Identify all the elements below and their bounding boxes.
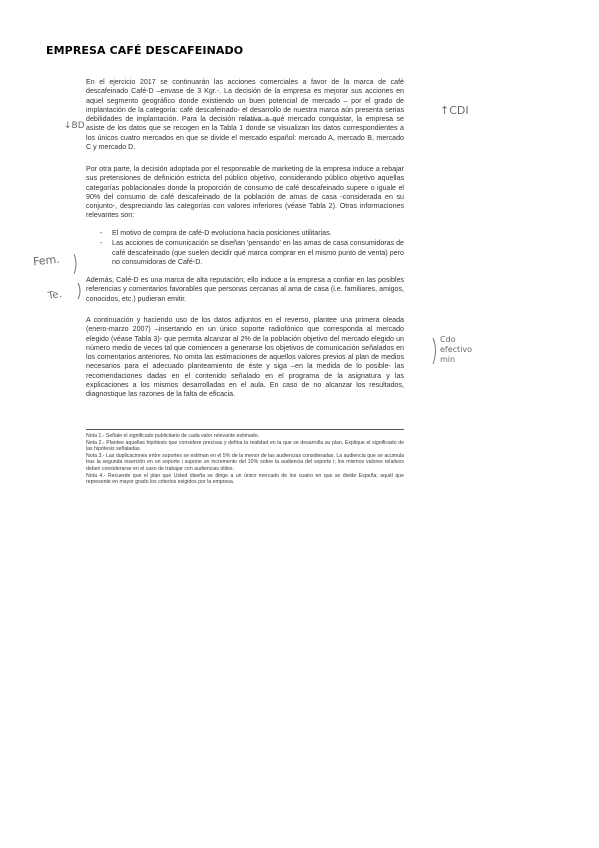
footnote: Nota 2.- Plantee aquellas hipótesis que considere precisas y defina la realidad en la que se desarrolla su plan. Explique el significado de las hipótesis señaladas.: [86, 439, 404, 453]
bracket-mark: [433, 338, 436, 364]
relevant-info-list: [100, 229, 404, 268]
footnote-divider: [86, 429, 404, 430]
footnote: Nota 1.- Señale el significado publicitario de cada valor relevante estimado.: [86, 433, 260, 439]
handwritten-note-cdo: Cdo efectivo min: [440, 335, 473, 364]
footnote: Nota 4.- Recuerde que el plan que Usted diseña se dirige a un único mercado de los cuatro en que se divide España; aquél que represente en mayor grado los criterios exigidos por la empresa.: [86, 472, 404, 486]
paragraph-task: A continuación y haciendo uso de los datos adjuntos en el reverso, plantee una primera oleada (enero-marzo 2007) –insertando en un único soporte radiofónico que corresponda al mercado elegido (véase Tabla 3)- que permita alcanzar al 2% de la población objetivo del mercado elegido un número medio de veces tal que comiencen a generarse los objetivos de comunicación señalados en los comentarios anteriores. No omita las estimaciones de aquellos valores previos al plan de medios necesarios para el adecuado planteamiento de éste y siga –en la medida de lo posible- las recomendaciones dadas en el contenido señalado en el programa de la asignatura y las explicaciones a los mismos desarrolladas en el aula. En caso de no alcanzar los resultados, diagnostique las razones de la falta de eficacia.: [86, 316, 404, 399]
page-title: EMPRESA CAFÉ DESCAFEINADO: [46, 44, 244, 57]
paragraph-intro: En el ejercicio 2017 se continuarán las acciones comerciales a favor de la marca de café descafeinado Café-D –envase de 3 Kgr.-. La decisión de la empresa es mejorar sus acciones en aquel segmento geográfico donde existiendo un buen potencial de mercado – por el grado de implantación de la categoría: café descafeinado- el desarrollo de nuestra marca aún presenta serias debilidades de implantación. Para la decisión relativa a qué mercado conquistar, la empresa se asiste de los datos que se recogen en la Tabla 1 donde se visualizan los datos correspondientes a los únicos cuatro mercados en que se divide el mercado español: mercado A, mercado B, mercado C y mercado D.: [86, 78, 404, 152]
bullet-dash: -: [100, 229, 103, 237]
handwritten-note-tem: Te.: [47, 288, 63, 303]
paragraph-reputation: Además, Café-D es una marca de alta reputación; ello induce a la empresa a confiar en las posibles referencias y comentarios favorables que personas cercanas al ama de casa (i.e. familiares, amigos, conocidos, etc.) pudieran emitir.: [86, 276, 404, 303]
paragraph-target-audience: Por otra parte, la decisión adoptada por el responsable de marketing de la empresa induce a rebajar sus pretensiones de definición estricta del público objetivo, considerando público objetivo aquellas categorías poblacionales donde la proporción de consumo de café descafeinado supere o iguale el 90% del consumo de café descafeinado de la población de amas de casa -considerada en su conjunto-, despreciando las categorías con valores inferiores (véase Tabla 2). Otras informaciones relevantes son:: [86, 165, 404, 220]
footnotes: [86, 433, 404, 486]
handwritten-note-cdi: ↑CDI: [440, 104, 469, 117]
bracket-mark: [78, 283, 80, 299]
bracket-mark: [74, 254, 76, 274]
handwritten-note-fem: Fem.: [32, 252, 61, 269]
footnote: Nota 3.- Las duplicaciones entre soportes se estiman en el 5% de la menor de las audiencias consideradas. La audiencia que se acumula tras la segunda inserción en un soporte i supone un incremento del 10% sobre la audiencia del soporte i; los mismos valores relativos deben considerarse en el caso de trabajar con audiencias útiles.: [86, 452, 404, 472]
list-item: - El motivo de compra de café-D evoluciona hacia posiciones utilitarias.: [100, 229, 332, 237]
list-item: - Las acciones de comunicación se diseñan 'pensando' en las amas de casa consumidoras de café descafeinado (que suelen decidir qué marca comprar en el mismo punto de venta) pero no consumidoras de Café-D.: [100, 239, 404, 266]
bullet-dash: -: [100, 239, 103, 248]
handwritten-note-bd: ↓BD: [64, 121, 85, 131]
